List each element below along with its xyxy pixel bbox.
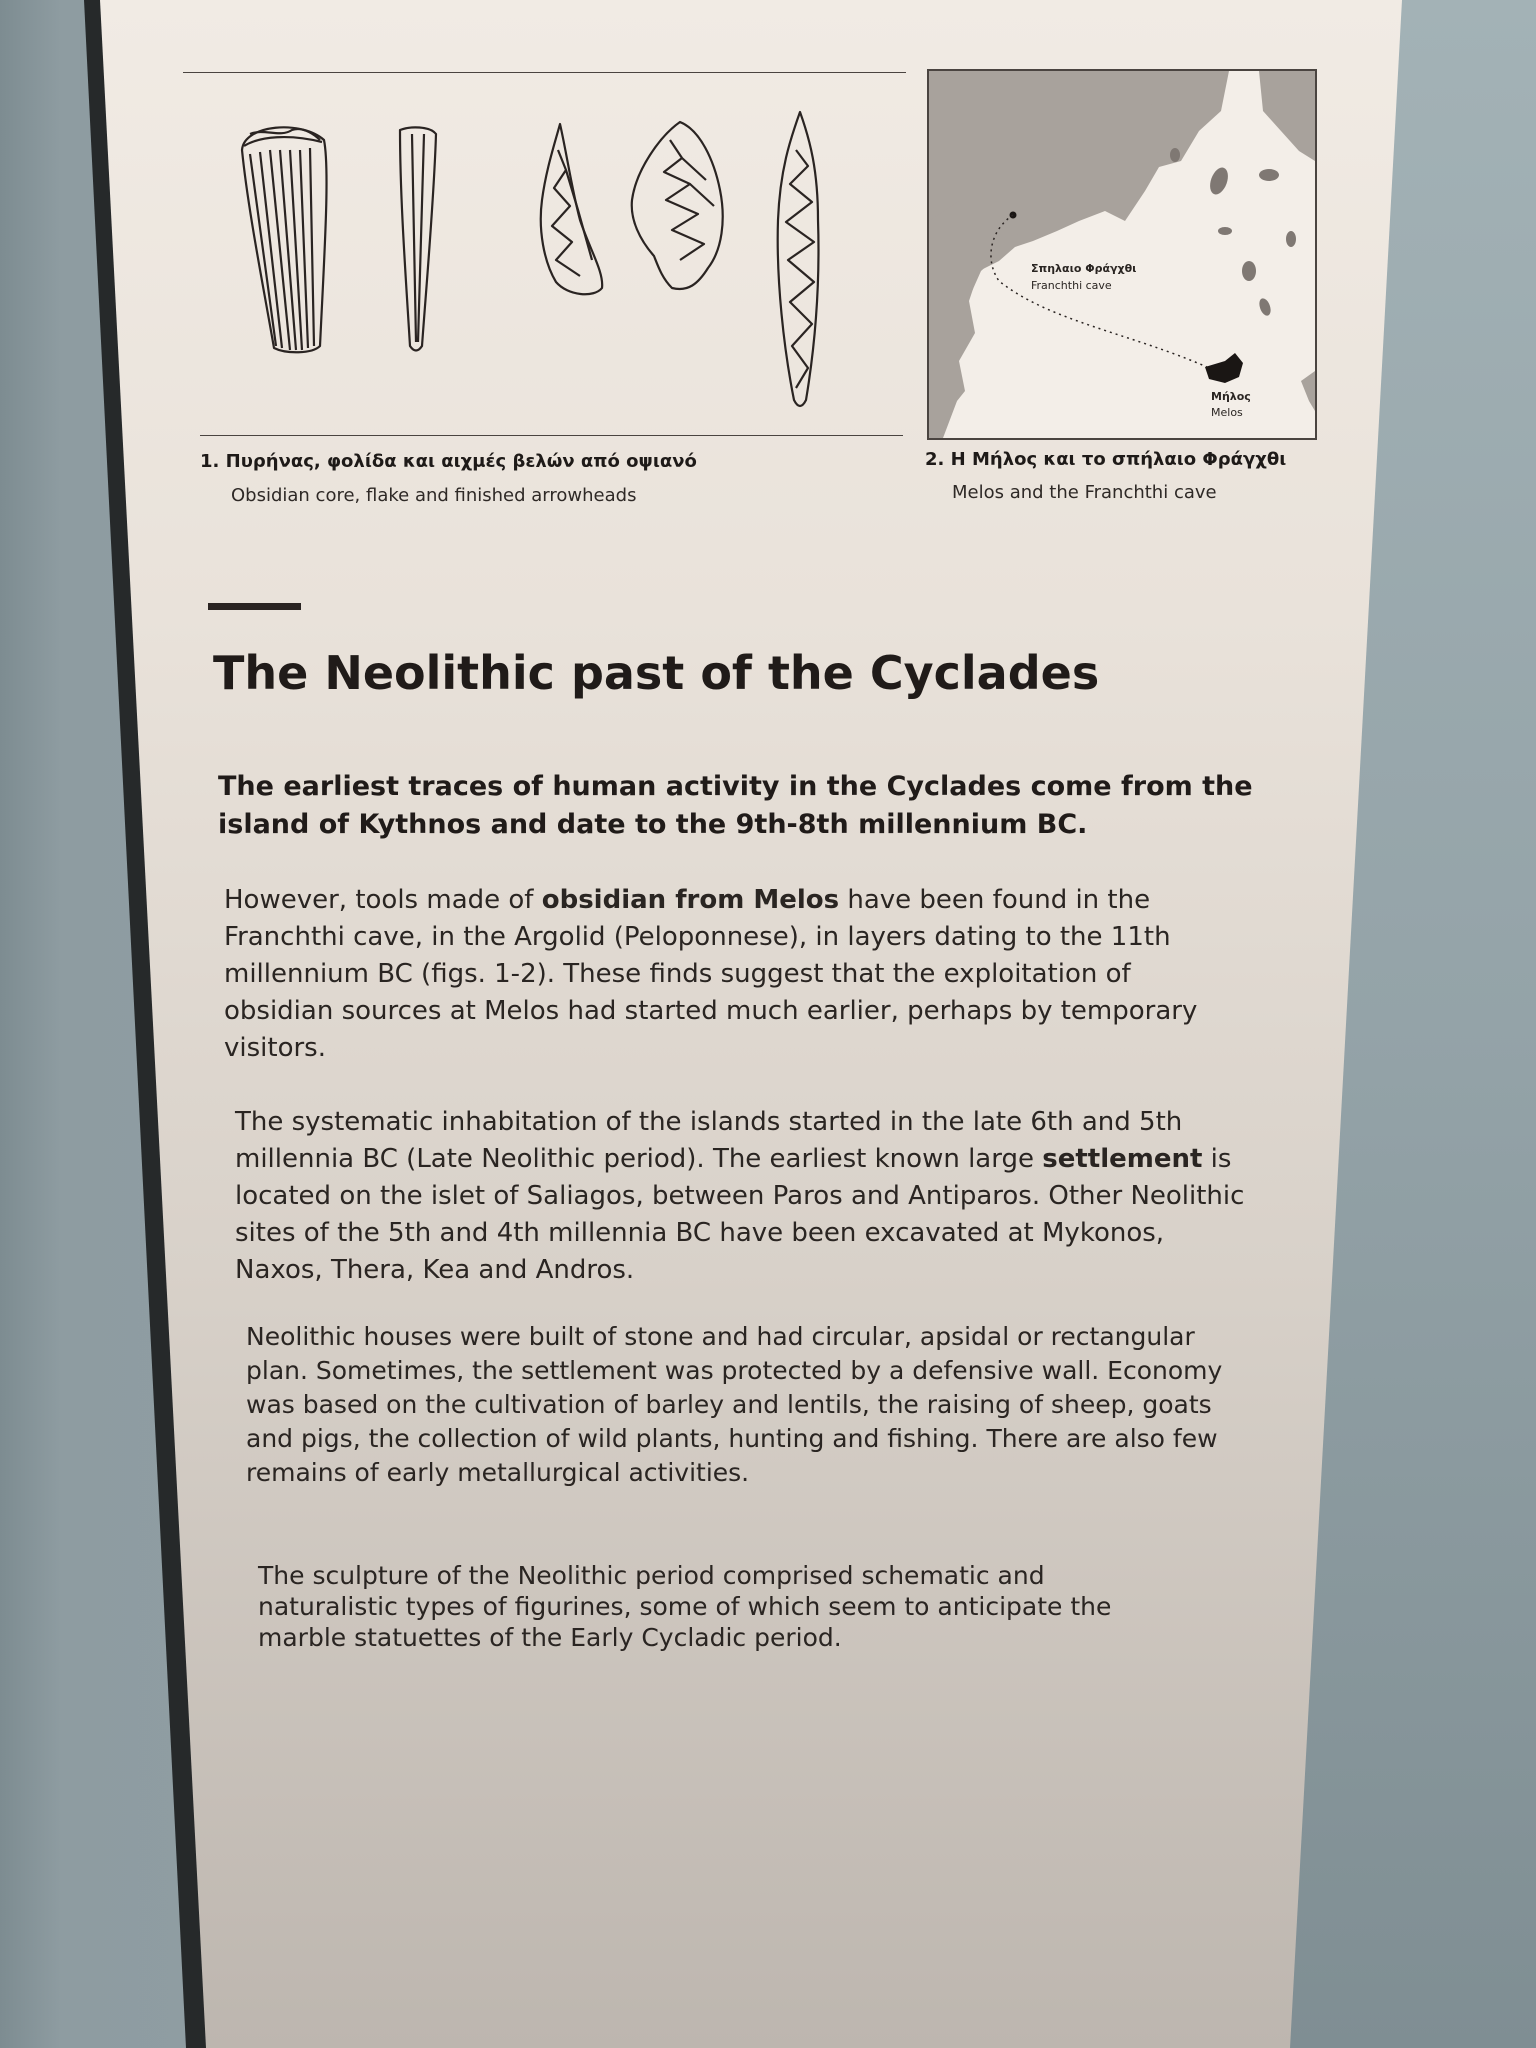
figure1-bottom-rule — [200, 435, 903, 436]
obsidian-flake-icon — [400, 127, 436, 350]
melos-label-greek: Μήλος — [1211, 390, 1251, 403]
panel-heading: The Neolithic past of the Cyclades — [213, 646, 1100, 700]
paragraph-obsidian-bold: obsidian from Melos — [541, 885, 840, 915]
paragraph-obsidian-text-end: have been found in the Franchthi cave, in the Argolid (Peloponnese), in layers dating to the 11th millennium BC (figs. 1-2). These finds suggest that the exploitation of obsidian sources at Melos had started much earlier, perhaps by temporary visitors. — [224, 885, 1198, 1063]
map-graphic — [929, 71, 1315, 438]
figure2-caption-greek — [925, 449, 1286, 470]
melos-label-english: Melos — [1211, 406, 1243, 419]
figure2-title-gr: Η Μήλος και το σπήλαιο Φράγχθι — [950, 449, 1287, 470]
figure2-caption-english: Melos and the Franchthi cave — [952, 482, 1217, 503]
obsidian-core-icon — [242, 127, 327, 352]
lead-paragraph: The earliest traces of human activity in the Cyclades come from the island of Kythnos and date to the 9th-8th millennium BC. — [218, 771, 1253, 840]
figure1-number: 1. — [200, 451, 220, 472]
cave-label-english: Franchthi cave — [1031, 279, 1112, 292]
paragraph-sculpture: The sculpture of the Neolithic period comprised schematic and naturalistic types of figurines, some of which seem to anticipate the marble statuettes of the Early Cycladic period. — [258, 1561, 1112, 1652]
melos-island — [1205, 353, 1243, 383]
figure1-caption-greek — [200, 451, 697, 472]
melos-franchthi-map — [927, 69, 1317, 440]
paragraph-houses: Neolithic houses were built of stone and had circular, apsidal or rectangular plan. Sometimes, the settlement was protected by a defensive wall. Economy was based on the cultivation of barley and lentils, the raising of sheep, goats and pigs, the collection of wild plants, hunting and fishing. There are also few remains of early metallurgical activities. — [246, 1322, 1223, 1487]
cave-label-greek: Σπηλαιο Φράγχθι — [1031, 262, 1137, 275]
paragraph-obsidian — [224, 882, 1234, 1067]
paragraph-settlement-text-end: is located on the islet of Saliagos, between Paros and Antiparos. Other Neolithic sites of the 5th and 4th millennia BC have been excavated at Mykonos, Naxos, Thera, Kea and Andros. — [235, 1144, 1245, 1285]
figure2-number: 2. — [925, 449, 945, 470]
arrowhead-icon — [541, 124, 602, 294]
paragraph-settlement — [235, 1104, 1245, 1289]
figure1-caption-english: Obsidian core, flake and finished arrowheads — [231, 485, 637, 506]
arrowhead-icon — [632, 122, 723, 289]
obsidian-tools-drawing — [220, 110, 840, 410]
paragraph-settlement-text: The systematic inhabitation of the islands started in the late 6th and 5th millennia BC (Late Neolithic period). The earliest known large — [235, 1107, 1183, 1174]
figure1-title-gr: Πυρήνας, φολίδα και αιχμές βελών από οψιανό — [225, 451, 697, 472]
long-arrowhead-icon — [778, 112, 819, 406]
heading-accent-bar — [208, 603, 301, 610]
paragraph-obsidian-text: However, tools made of — [224, 885, 542, 915]
paragraph-settlement-bold: settlement — [1042, 1144, 1203, 1174]
figure1-top-rule — [183, 72, 906, 73]
